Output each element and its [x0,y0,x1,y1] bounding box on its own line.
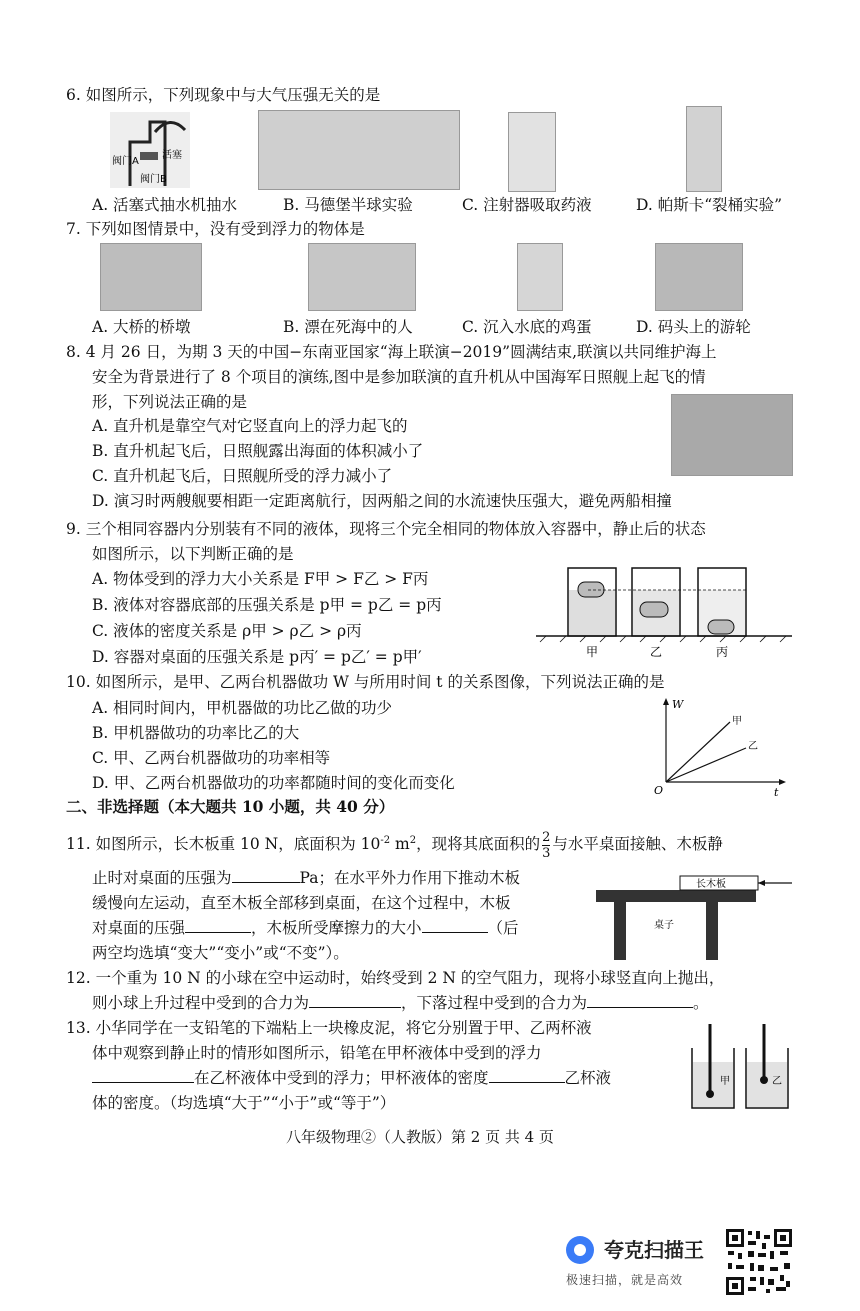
q11-line-4-pre: 对桌面的压强 [92,919,186,937]
board-label: 长木板 [696,879,726,890]
q9-option-a: A. 物体受到的浮力大小关系是 F甲 > F乙 > F丙 [92,570,429,588]
q8-line-2: 安全为背景进行了 8 个项目的演练,图中是参加联演的直升机从中国海军日照舰上起飞的情 [92,368,706,386]
q12-line-1: 12. 一个重为 10 N 的小球在空中运动时，始终受到 2 N 的空气阻力，现将小球竖直向上抛出， [66,969,725,987]
q11-pressure-change-blank[interactable] [185,916,251,933]
bridge-pier-image [100,243,202,311]
q11-line-3: 缓慢向左运动，直至木板全部移到桌面，在这个过程中，木板 [92,894,511,912]
q8-option-c: C. 直升机起飞后，日照舰所受的浮力减小了 [92,467,393,485]
graph-line-jia-label: 甲 [732,716,742,727]
pascal-barrel-image [686,106,722,192]
graph-origin-label: O [654,784,664,797]
board-table-figure [596,872,796,962]
dead-sea-image [308,243,416,311]
brand-slogan: 极速扫描，就是高效 [566,1273,684,1287]
q8-option-d: D. 演习时两艘舰要相距一定距离航行，因两船之间的水流速快压强大，避免两船相撞 [92,492,672,510]
q9-option-c: C. 液体的密度关系是 ρ甲 > ρ乙 > ρ丙 [92,622,362,640]
q12-rising-force-blank[interactable] [309,991,401,1008]
q13-buoyancy-blank[interactable] [92,1066,194,1083]
q7-option-d: D. 码头上的游轮 [636,318,751,336]
q13-line-3-mid: 在乙杯液体中受到的浮力；甲杯液体的密度 [194,1069,489,1087]
q6-option-d: D. 帕斯卡“裂桶实验” [636,196,783,214]
helicopter-ship-image [671,394,793,476]
q7-option-b: B. 漂在死海中的人 [283,318,413,336]
q11-line-2-post: Pa；在水平外力作用下推动木板 [299,869,520,887]
q11-exponent: -2 [380,835,391,846]
q11-friction-change-blank[interactable] [422,916,488,933]
q6-option-a: A. 活塞式抽水机抽水 [92,196,238,214]
q13-line-3 [92,1066,611,1090]
pencil-cups-figure [688,1022,796,1112]
q11-line-1 [66,829,723,861]
q8-line-1: 8. 4 月 26 日，为期 3 天的中国−东南亚国家“海上联演−2019”圆满结束,联演以共同维护海上 [66,343,717,361]
q9-line-1: 9. 三个相同容器内分别装有不同的液体，现将三个完全相同的物体放入容器中，静止后的状态 [66,520,706,538]
q12-falling-force-blank[interactable] [587,991,693,1008]
q9-line-2: 如图所示，以下判断正确的是 [92,545,294,563]
q13-line-4: 体的密度。（均选填“大于”“小于”或“等于”） [92,1094,396,1112]
q10-option-a: A. 相同时间内，甲机器做的功比乙做的功少 [92,699,393,717]
q11-line-5: 两空均选填“变大”“变小”或“不变”）。 [92,944,349,962]
graph-line-yi-label: 乙 [748,741,758,752]
q11-line-4-mid: ，木板所受摩擦力的大小 [251,919,422,937]
magdeburg-image [258,110,460,190]
q9-option-d: D. 容器对桌面的压强关系是 p丙′ = p乙′ = p甲′ [92,648,422,666]
q6-stem: 6. 如图所示，下列现象中与大气压强无关的是 [66,86,381,104]
q12-line-2-mid: ，下落过程中受到的合力为 [401,994,588,1012]
q8-line-3: 形，下列说法正确的是 [92,393,248,411]
q11-line-1-pre: 11. 如图所示，长木板重 10 N，底面积为 10 [66,835,381,854]
q12-line-2-pre: 则小球上升过程中受到的合力为 [92,994,310,1012]
quark-logo-icon [566,1236,594,1264]
q12-line-2-post: 。 [693,994,709,1012]
q13-line-2: 体中观察到静止时的情形如图所示，铅笔在甲杯液体中受到的浮力 [92,1044,542,1062]
q6-option-b: B. 马德堡半球实验 [283,196,413,214]
q11-pressure-blank[interactable] [232,866,300,883]
q8-option-b: B. 直升机起飞后，日照舰露出海面的体积减小了 [92,442,424,460]
section-2-heading: 二、非选择题（本大题共 10 小题，共 40 分） [66,797,395,816]
q10-stem: 10. 如图所示，是甲、乙两台机器做功 W 与所用时间 t 的关系图像，下列说法正确的是 [66,673,665,691]
brand-name: 夸克扫描王 [604,1238,704,1262]
q9-option-b: B. 液体对容器底部的压强关系是 p甲 = p乙 = p丙 [92,596,442,614]
syringe-image [508,112,556,192]
valve-a-label: 阀门A [112,156,139,167]
q11-unit: m [390,835,410,854]
q11-line-1-tail: 与水平桌面接触、木板静 [552,835,723,854]
q7-option-a: A. 大桥的桥墩 [92,318,191,336]
q11-line-4-post: （后 [487,919,519,937]
q6-option-c: C. 注射器吸取药液 [462,196,592,214]
egg-cup-image [517,243,563,311]
cup-label-yi: 乙 [772,1076,782,1087]
q11-line-2 [92,866,520,890]
container-label-yi: 乙 [650,645,663,659]
q11-unit-square: 2 [409,835,417,846]
work-time-graph [650,696,790,798]
piston-label: 活塞 [162,150,182,161]
q11-fraction-denominator: 3 [542,845,551,861]
three-containers-figure [536,560,792,660]
cruise-ship-image [655,243,743,311]
graph-x-label: t [774,786,779,798]
graph-y-label: W [672,698,684,711]
q7-option-c: C. 沉入水底的鸡蛋 [462,318,592,336]
q10-option-c: C. 甲、乙两台机器做功的功率相等 [92,749,331,767]
q11-line-2-pre: 止时对桌面的压强为 [92,869,232,887]
page-footer: 八年级物理②（人教版）第 2 页 共 4 页 [286,1128,554,1146]
valve-b-label: 阀门B [140,174,167,185]
container-label-jia: 甲 [586,645,599,659]
q11-line-1-post: ，现将其底面积的 [416,835,541,854]
q11-fraction-numerator: 2 [542,829,551,845]
container-label-bing: 丙 [716,645,729,659]
q13-density-blank[interactable] [489,1066,565,1083]
table-label: 桌子 [654,920,674,931]
q11-line-4 [92,916,519,940]
q10-option-b: B. 甲机器做功的功率比乙的大 [92,724,300,742]
q8-option-a: A. 直升机是靠空气对它竖直向上的浮力起飞的 [92,417,408,435]
q10-option-d: D. 甲、乙两台机器做功的功率都随时间的变化而变化 [92,774,455,792]
pump-figure [110,112,190,188]
q13-line-1: 13. 小华同学在一支铅笔的下端粘上一块橡皮泥，将它分别置于甲、乙两杯液 [66,1019,592,1037]
q13-line-3-post: 乙杯液 [564,1069,612,1087]
q11-fraction [542,830,550,861]
q12-line-2 [92,991,709,1015]
qr-code-icon [724,1227,794,1297]
cup-label-jia: 甲 [720,1076,730,1087]
q7-stem: 7. 下列如图情景中，没有受到浮力的物体是 [66,220,365,238]
